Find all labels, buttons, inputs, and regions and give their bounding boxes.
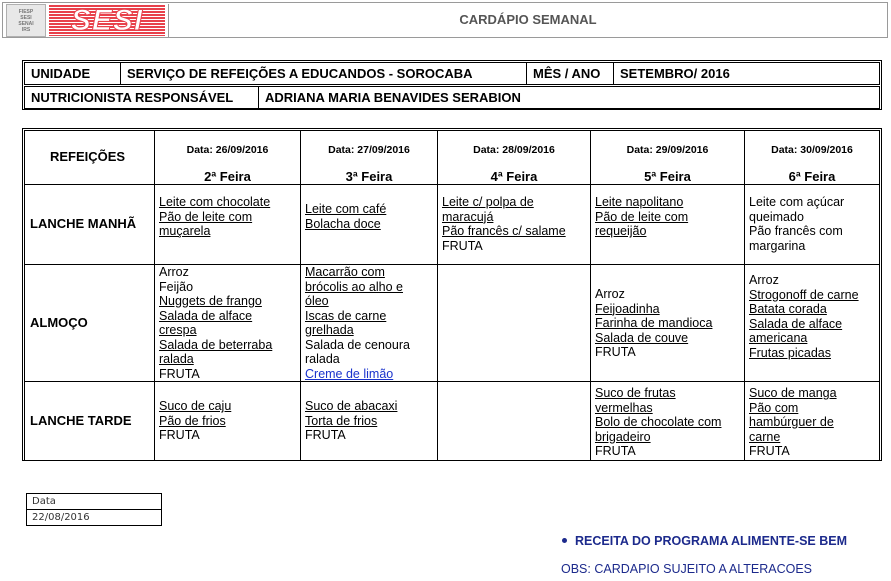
mes-ano-label: MÊS / ANO bbox=[527, 63, 614, 84]
logo-line: IRS bbox=[21, 26, 31, 33]
menu-item: Pão de leite com bbox=[159, 209, 253, 224]
bullet-icon bbox=[562, 538, 567, 543]
menu-item: Iscas de carne bbox=[305, 308, 387, 323]
menu-item: carne bbox=[749, 429, 781, 444]
menu-item: Strogonoff de carne bbox=[749, 287, 859, 302]
lanche-manha-label: LANCHE MANHÃ bbox=[25, 185, 155, 265]
menu-item: FRUTA bbox=[595, 345, 636, 359]
menu-cell bbox=[155, 265, 301, 382]
menu-item: Farinha de mandioca bbox=[595, 316, 713, 330]
menu-cell bbox=[745, 265, 880, 382]
date-box-label: Data bbox=[32, 496, 56, 507]
menu-item: Arroz bbox=[749, 273, 779, 287]
menu-item: brócolis ao alho e bbox=[305, 279, 403, 294]
menu-item: Arroz bbox=[595, 287, 625, 301]
menu-cell bbox=[301, 265, 438, 382]
weekly-menu-table bbox=[22, 128, 882, 461]
menu-item: Pão francês com bbox=[749, 224, 843, 238]
menu-item: Leite c/ polpa de bbox=[442, 195, 534, 209]
program-recipe-note bbox=[562, 534, 847, 548]
menu-cell bbox=[745, 185, 880, 265]
menu-item: Salada de cenoura bbox=[305, 337, 410, 352]
menu-item: Leite com café bbox=[305, 202, 387, 216]
menu-item: Pão de frios bbox=[159, 413, 226, 428]
menu-item: Suco de abacaxi bbox=[305, 399, 398, 413]
refeicoes-header: REFEIÇÕES bbox=[25, 131, 155, 185]
menu-item: ralada bbox=[159, 352, 194, 366]
logo-line: FIESP bbox=[18, 8, 34, 15]
day-header-2 bbox=[301, 131, 438, 185]
menu-item: grelhada bbox=[305, 323, 354, 337]
menu-item: Salada de alface bbox=[749, 316, 843, 331]
page-header bbox=[2, 2, 888, 38]
unit-row bbox=[24, 62, 880, 85]
menu-cell bbox=[301, 185, 438, 265]
menu-item: FRUTA bbox=[749, 444, 790, 458]
menu-item: Leite com açúcar bbox=[749, 195, 845, 209]
menu-item: Feijão bbox=[159, 279, 194, 294]
menu-item: Salada de alface bbox=[159, 308, 253, 323]
menu-item: FRUTA bbox=[159, 366, 200, 381]
mes-ano-value: SETEMBRO/ 2016 bbox=[620, 66, 730, 81]
menu-item: Leite com chocolate bbox=[159, 195, 271, 209]
menu-item: Suco de caju bbox=[159, 399, 232, 413]
menu-item: Bolacha doce bbox=[305, 216, 381, 231]
day-weekday: 5ª Feira bbox=[644, 168, 691, 184]
logo-line: SENAI bbox=[18, 20, 34, 27]
nutricionista-value: ADRIANA MARIA BENAVIDES SERABION bbox=[265, 90, 521, 105]
menu-cell bbox=[591, 265, 745, 382]
menu-item: Batata corada bbox=[749, 302, 827, 316]
menu-item: Salada de couve bbox=[595, 330, 689, 345]
lanche-tarde-row bbox=[25, 382, 880, 461]
menu-item: FRUTA bbox=[305, 428, 346, 442]
unit-info-table bbox=[22, 60, 882, 110]
menu-item: Torta de frios bbox=[305, 413, 378, 428]
creme-de-limao-link[interactable]: Creme de limão bbox=[305, 366, 394, 381]
menu-cell-empty bbox=[438, 265, 591, 382]
page-title: CARDÁPIO SEMANAL bbox=[459, 12, 597, 27]
nutri-row bbox=[24, 86, 880, 109]
logo-wordmark bbox=[49, 5, 165, 36]
logo-institutions-box bbox=[6, 4, 46, 37]
unidade-value: SERVIÇO DE REFEIÇÕES A EDUCANDOS - SOROCABA bbox=[121, 63, 527, 84]
day-header-3 bbox=[438, 131, 591, 185]
menu-item: Frutas picadas bbox=[749, 345, 831, 360]
menu-item: Suco de frutas bbox=[595, 386, 676, 400]
menu-header-row bbox=[25, 131, 880, 185]
menu-item: margarina bbox=[749, 238, 806, 253]
menu-cell bbox=[591, 382, 745, 461]
menu-item: requeijão bbox=[595, 224, 647, 238]
menu-item: ralada bbox=[305, 352, 340, 366]
menu-item: Feijoadinha bbox=[595, 301, 660, 316]
menu-item: muçarela bbox=[159, 224, 211, 238]
day-date: Data: 27/09/2016 bbox=[328, 144, 410, 156]
menu-cell bbox=[745, 382, 880, 461]
menu-item: FRUTA bbox=[159, 428, 200, 442]
day-header-4 bbox=[591, 131, 745, 185]
day-weekday: 2ª Feira bbox=[204, 168, 251, 184]
menu-cell bbox=[591, 185, 745, 265]
menu-cell bbox=[438, 185, 591, 265]
unidade-label: UNIDADE bbox=[25, 63, 121, 84]
logo-line: SESI bbox=[20, 14, 32, 21]
day-weekday: 3ª Feira bbox=[345, 168, 393, 184]
day-header-5 bbox=[745, 131, 880, 185]
menu-cell-empty bbox=[438, 382, 591, 461]
almoco-row bbox=[25, 265, 880, 382]
obs-note: OBS: CARDAPIO SUJEITO A ALTERACOES bbox=[561, 562, 813, 576]
menu-item: Pão de leite com bbox=[595, 209, 689, 224]
day-weekday: 6ª Feira bbox=[788, 168, 836, 184]
menu-item: Bolo de chocolate com bbox=[595, 415, 722, 429]
day-header-1 bbox=[155, 131, 301, 185]
menu-item: Pão francês c/ salame bbox=[442, 224, 566, 238]
day-date: Data: 30/09/2016 bbox=[771, 144, 853, 156]
menu-item: Suco de manga bbox=[749, 386, 837, 400]
menu-cell bbox=[301, 382, 438, 461]
lanche-tarde-label: LANCHE TARDE bbox=[25, 382, 155, 461]
menu-item: crespa bbox=[159, 323, 197, 337]
menu-item: Arroz bbox=[159, 265, 189, 279]
nutricionista-label: NUTRICIONISTA RESPONSÁVEL bbox=[25, 87, 259, 108]
menu-item: Leite napolitano bbox=[595, 195, 684, 209]
menu-item: FRUTA bbox=[595, 444, 636, 458]
menu-item: americana bbox=[749, 331, 808, 345]
lanche-manha-row bbox=[25, 185, 880, 265]
menu-item: óleo bbox=[305, 294, 329, 308]
menu-item: Pão com bbox=[749, 400, 799, 415]
menu-item: Nuggets de frango bbox=[159, 294, 262, 308]
menu-item: maracujá bbox=[442, 209, 494, 224]
date-box bbox=[26, 493, 162, 526]
menu-item: Macarrão com bbox=[305, 265, 385, 279]
menu-item: brigadeiro bbox=[595, 429, 651, 444]
menu-item: Salada de beterraba bbox=[159, 337, 273, 352]
day-date: Data: 29/09/2016 bbox=[626, 144, 709, 156]
date-box-value: 22/08/2016 bbox=[27, 509, 161, 525]
menu-item: queimado bbox=[749, 209, 804, 224]
menu-cell bbox=[155, 185, 301, 265]
almoco-label: ALMOÇO bbox=[25, 265, 155, 382]
logo-word-text: SESI bbox=[70, 3, 144, 37]
day-weekday: 4ª Feira bbox=[490, 168, 538, 184]
day-date: Data: 26/09/2016 bbox=[186, 144, 269, 156]
menu-item: hambúrguer de bbox=[749, 415, 834, 429]
program-recipe-text: RECEITA DO PROGRAMA ALIMENTE-SE BEM bbox=[575, 534, 847, 548]
menu-cell bbox=[155, 382, 301, 461]
sesi-logo bbox=[6, 4, 169, 37]
menu-item: vermelhas bbox=[595, 400, 653, 415]
day-date: Data: 28/09/2016 bbox=[473, 144, 555, 156]
menu-item: FRUTA bbox=[442, 238, 483, 253]
